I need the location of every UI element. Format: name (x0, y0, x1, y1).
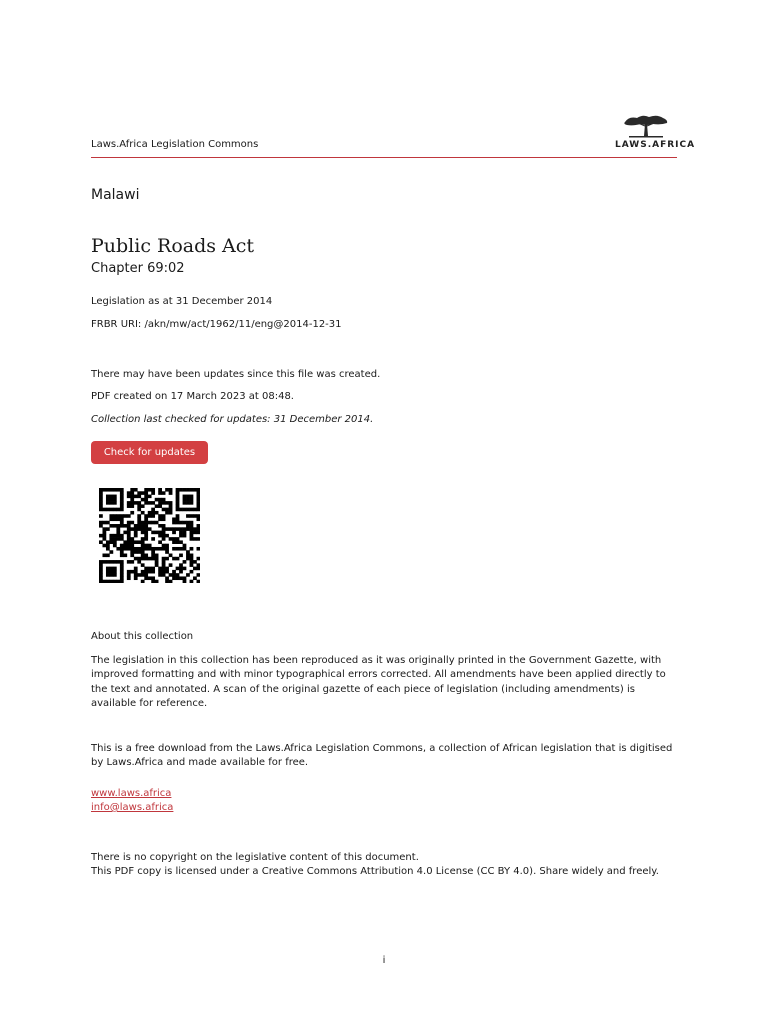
website-link[interactable]: www.laws.africa (91, 788, 172, 799)
tree-icon (623, 114, 669, 140)
last-checked-date: Collection last checked for updates: 31 December 2014. (91, 414, 374, 425)
country-name: Malawi (91, 187, 140, 203)
legislation-date: Legislation as at 31 December 2014 (91, 296, 273, 307)
logo-text: LAWS.AFRICA (615, 140, 696, 150)
check-for-updates-button[interactable]: Check for updates (91, 441, 208, 464)
license-notice: This PDF copy is licensed under a Creative Commons Attribution 4.0 License (CC BY 4.0). Share widely and freely. (91, 866, 659, 877)
document-title: Public Roads Act (91, 235, 255, 257)
frbr-uri: FRBR URI: /akn/mw/act/1962/11/eng@2014-12-31 (91, 319, 342, 330)
copyright-notice: There is no copyright on the legislative content of this document. (91, 852, 419, 863)
laws-africa-logo (615, 114, 696, 154)
pdf-created-date: PDF created on 17 March 2023 at 08:48. (91, 391, 294, 402)
qr-code[interactable] (99, 488, 200, 587)
updates-notice: There may have been updates since this file was created. (91, 369, 381, 380)
about-heading: About this collection (91, 631, 194, 642)
page-number: i (382, 955, 386, 966)
about-paragraph: The legislation in this collection has been reproduced as it was originally printed in the Government Gazette, with improved formatting and with minor typographical errors corrected. All amendments have been applied directly to the text and annotated. A scan of the original gazette of each piece of legislation (including amendments) is available for reference. (91, 655, 666, 709)
collection-name: Laws.Africa Legislation Commons (91, 139, 259, 150)
email-link[interactable]: info@laws.africa (91, 802, 174, 813)
free-download-paragraph: This is a free download from the Laws.Africa Legislation Commons, a collection of African legislation that is digitised by Laws.Africa and made available for free. (91, 743, 673, 769)
chapter-number: Chapter 69:02 (91, 261, 185, 276)
page-header (91, 112, 696, 158)
